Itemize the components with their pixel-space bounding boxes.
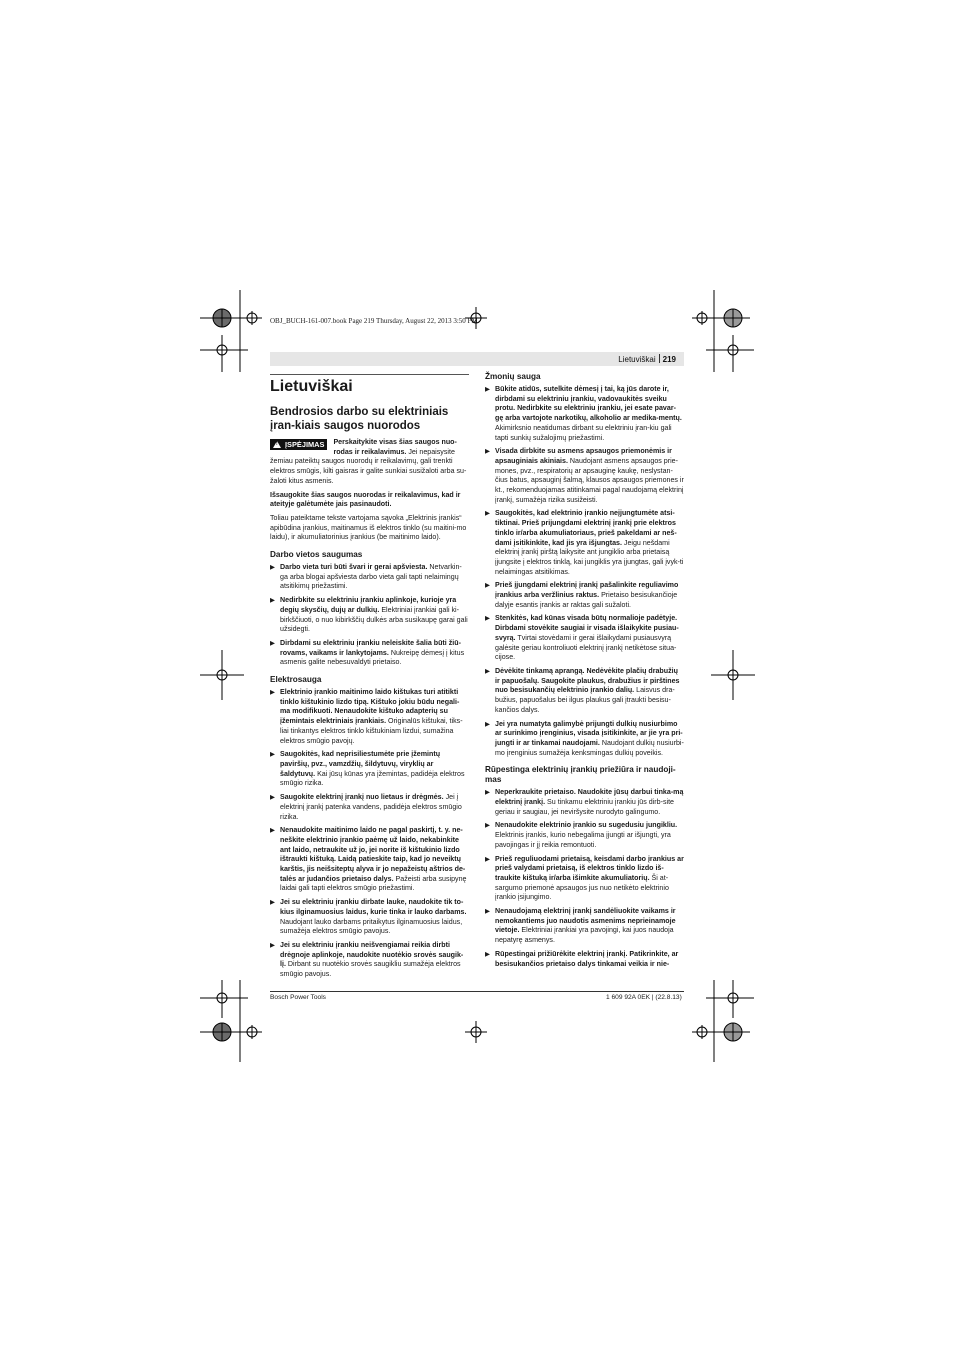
footer-brand: Bosch Power Tools: [270, 994, 326, 1001]
bullet-arrow-icon: ▶: [270, 639, 275, 647]
item-bold-text: Dirbdami su elektriniu įrankiu neleiskite šalia būti žiū-rovams, vaikams ir lankytojams.: [280, 638, 461, 657]
item-bold-text: Jei su elektriniu įrankiu neišvengiamai reikia dirbti drėgnoje aplinkoje, naudokite nuotėkio srovės saugik-lį.: [280, 940, 464, 969]
item-bold-text: Būkite atidūs, sutelkite dėmesį į tai, ką jūs darote ir, dirbdami su elektriniu įrankiu, vadovaukitės sveiku protu. Nedirbkite su elektriniu įrankiu, jei esate pavar-gę arba vartojote narkotikų, alkoholio ar medika-mentų.: [495, 385, 682, 423]
people-list: [485, 385, 684, 758]
list-item: [485, 614, 684, 663]
list-item: [485, 788, 684, 817]
item-body-text: Originalūs kištukai, tiks-liai tinkantys elektros tinklo kištukiniam lizdui, sumažina elektros smūgio pavojų.: [280, 717, 463, 745]
footer-doc-number: 1 609 92A 0EK | (22.8.13): [606, 994, 682, 1001]
work-area-list: [270, 563, 469, 668]
list-item: [485, 447, 684, 505]
care-list: [485, 788, 684, 969]
bullet-arrow-icon: ▶: [270, 597, 275, 605]
warning-badge: [270, 439, 327, 450]
item-bold-text: Saugokitės, kad neprisiliestumėte prie įžemintų paviršių, pvz., vamzdžių, šildytuvų, viryklių ar šaldytuvų.: [280, 750, 441, 778]
title-rule: [270, 374, 469, 375]
bullet-arrow-icon: ▶: [485, 822, 490, 830]
right-column: [485, 372, 684, 973]
item-body-text: Naudojant dulkių nusiurbi-mo įrenginius sumažėja kenksmingas dulkių poveikis.: [495, 738, 684, 757]
item-body-text: Jei į elektrinį įrankį patenka vandens, padidėja elektros smūgio rizika.: [280, 793, 462, 821]
bullet-arrow-icon: ▶: [485, 582, 490, 590]
list-item: [270, 688, 469, 746]
item-bold-text: Nenaudokite maitinimo laido ne pagal paskirtį, t. y. ne-neškite elektrinio įrankio paėmę už laido, nekabinkite ant laido, netraukite už jo, jei norite iš kištukinio lizdo ištraukti kištuką. Laidą patieskite taip, kad jo neveiktų karštis, jis neišsiteptų alyva ir jo nepažeistų aštrios de-talės ar judančios prietaiso dalys.: [280, 826, 466, 883]
list-item: [270, 639, 469, 668]
bullet-arrow-icon: ▶: [485, 386, 490, 393]
bullet-arrow-icon: ▶: [485, 855, 490, 863]
item-bold-text: Darbo vieta turi būti švari ir gerai apšviesta.: [280, 563, 428, 572]
bullet-arrow-icon: ▶: [270, 899, 275, 907]
list-item: [270, 898, 469, 937]
item-body-text: Naudojant lauko darbams pritaikytus ilginamuosius laidus, sumažėja elektros smūgio pavojus.: [280, 917, 463, 936]
list-item: [485, 950, 684, 969]
list-item: [485, 509, 684, 577]
item-bold-text: Nedirbkite su elektriniu įrankiu aplinkoje, kurioje yra degių skysčių, dujų ar dulkių.: [280, 596, 457, 614]
list-item: [270, 596, 469, 635]
item-bold-text: Dėvėkite tinkamą aprangą. Nedėvėkite plačių drabužių ir papuošalų. Saugokite plaukus, drabužius ir pirštines nuo besisukančių elektrinio įrankio dalių.: [495, 666, 680, 695]
left-column: [270, 374, 469, 984]
item-bold-text: Jei su elektriniu įrankiu dirbate lauke, naudokite tik to-kius ilginamuosius laidus, kurie tinka ir lauko darbams.: [280, 898, 467, 916]
list-item: [270, 941, 469, 980]
item-bold-text: Nenaudokite elektrinio įrankio su sugedusiu jungikliu.: [495, 821, 678, 830]
bullet-arrow-icon: ▶: [485, 950, 490, 958]
item-bold-text: Saugokite elektrinį įrankį nuo lietaus ir drėgmės.: [280, 793, 444, 802]
bullet-arrow-icon: ▶: [270, 751, 275, 759]
item-bold-text: Jei yra numatyta galimybė prijungti dulkių nusiurbimo ar surinkimo įrenginius, visada įsitikinkite, ar jie yra pri-jungti ir ar tinkamai naudojami.: [495, 719, 683, 747]
item-bold-text: Nenaudojamą elektrinį įrankį sandėliuokite vaikams ir nemokantiems juo naudotis asmenims neprieinamoje vietoje.: [495, 907, 676, 935]
warning-badge-label: ĮSPĖJIMAS: [285, 440, 325, 449]
item-body-text: Ši at-sargumo priemonė apsaugos jus nuo netikėto elektrinio įrankio įsijungimo.: [495, 873, 669, 902]
item-body-text: Kai jūsų kūnas yra įžemintas, padidėja elektros smūgio rizika.: [280, 769, 465, 788]
item-body-text: Netvarkin-ga arba blogai apšviesta darbo vieta gali tapti nelaimingų atsitikimų priežastimi.: [280, 563, 462, 591]
list-item: [485, 821, 684, 850]
item-body-text: Su tinkamu elektriniu įrankiu jūs dirb-site geriau ir saugiau, jei neviršysite nurodyto galingumo.: [495, 798, 675, 816]
bullet-arrow-icon: ▶: [270, 689, 275, 697]
footer-rule: [270, 991, 684, 992]
item-body-text: Jeigu nešdami elektrinį įrankį pirštą laikysite ant jungiklio arba prietaisą įjungsite į elektros tinklą, kai jungiklis yra įjungtas, gali įvyk-ti nelaimingas atsitikimas.: [495, 538, 684, 576]
section-title: Bendrosios darbo su elektriniais įran-kiais saugos nuorodos: [270, 406, 449, 432]
electrical-heading: Elektrosauga: [270, 675, 322, 685]
bullet-arrow-icon: ▶: [485, 908, 490, 916]
item-bold-text: Prieš įjungdami elektrinį įrankį pašalinkite reguliavimo įrankius arba veržlinius raktus.: [495, 581, 679, 600]
bullet-arrow-icon: ▶: [485, 615, 490, 623]
list-item: [485, 667, 684, 716]
bullet-arrow-icon: ▶: [270, 827, 275, 835]
print-slug: OBJ_BUCH-161-007.book Page 219 Thursday, August 22, 2013 3:50 PM: [270, 317, 478, 325]
item-body-text: Prietaiso besisukančioje dalyje esantis įrankis ar raktas gali sužaloti.: [495, 591, 678, 609]
list-item: [270, 826, 469, 894]
item-body-text: Elektriniai įrankiai yra pavojingi, kai juos naudoja nepatyrę asmenys.: [495, 926, 674, 945]
header-language: Lietuviškai: [618, 355, 656, 364]
bullet-arrow-icon: ▶: [485, 448, 490, 456]
term-note: Toliau pateiktame tekste vartojama sąvoka „Elektrinis įrankis“ apibūdina įrankius, maitinamus iš elektros tinklo (su maitini-mo laidu), ir akumuliatorinius įrankius (be maitinimo laido).: [270, 513, 467, 542]
list-item: [270, 750, 469, 789]
item-bold-text: Elektrinio įrankio maitinimo laido kištukas turi atitikti tinklo kištukinio lizdo tipą. Kištuko jokiu būdu negali-ma modifikuoti. Nenaudokite kištuko adapterių su įžemintais elektriniais įrankiais.: [280, 688, 460, 726]
care-heading: Rūpestinga elektrinių įrankių priežiūra ir naudoji-mas: [485, 765, 676, 785]
bullet-arrow-icon: ▶: [485, 720, 490, 728]
bullet-arrow-icon: ▶: [270, 564, 275, 572]
item-bold-text: Rūpestingai prižiūrėkite elektrinį įrankį. Patikrinkite, ar besisukančios prietaiso dalys tinkamai veikia ir nie-: [495, 949, 679, 968]
item-body-text: Elektrinis įrankis, kurio nebegalima įjungti ar išjungti, yra pavojingas ir jį reikia remontuoti.: [495, 831, 671, 849]
bullet-arrow-icon: ▶: [270, 794, 275, 802]
list-item: [270, 563, 469, 592]
keep-note: [270, 491, 469, 510]
page-number: 219: [662, 355, 676, 364]
item-body-text: Nukreipę dėmesį į kitus asmenis galite nebesuvaldyti prietaiso.: [280, 648, 465, 667]
warning-bold: Perskaitykite visas šias saugos nuo-rodas ir reikalavimus.: [333, 438, 457, 456]
list-item: [485, 385, 684, 443]
item-bold-text: Neperkraukite prietaiso. Naudokite jūsų darbui tinka-mą elektrinį įrankį.: [495, 788, 684, 807]
item-bold-text: Visada dirbkite su asmens apsaugos priemonėmis ir apsauginiais akiniais.: [495, 447, 672, 465]
bullet-arrow-icon: ▶: [485, 789, 490, 797]
bullet-arrow-icon: ▶: [270, 941, 275, 949]
warning-block: [270, 438, 469, 487]
item-body-text: Pažeisti arba susipynę laidai gali tapti elektros smūgio priežastimi.: [280, 874, 467, 893]
item-bold-text: Stenkitės, kad kūnas visada būtų normalioje padėtyje. Dirbdami stovėkite saugiai ir visada išlaikykite pusiau-svyrą.: [495, 614, 679, 642]
list-item: [485, 855, 684, 904]
electrical-list: [270, 688, 469, 980]
warning-body: Jei nepaisysite žemiau pateiktų saugos nuorodų ir reikalavimų, gali trenkti elektros smūgis, kilti gaisras ir galite sunkiai susižaloti arba su-žaloti kitus asmenis.: [270, 447, 467, 485]
list-item: [270, 793, 469, 822]
language-title: Lietuviškai: [270, 378, 353, 395]
item-bold-text: Prieš reguliuodami prietaisą, keisdami darbo įrankius ar prieš valydami prietaisą, iš elektros tinklo lizdo iš-traukite kištuką ir/arba išimkite akumuliatorių.: [495, 854, 684, 882]
running-header: [270, 352, 684, 366]
list-item: [485, 581, 684, 610]
bullet-arrow-icon: ▶: [485, 510, 490, 518]
item-body-text: Laisvus dra-bužius, papuošalus bei ilgus plaukus gali įtraukti besisu-kančios dalys.: [495, 686, 675, 714]
bullet-arrow-icon: ▶: [485, 667, 490, 675]
item-body-text: Akimirksnio neatidumas dirbant su elektriniu įran-kiu gali tapti sunkių sužalojimų priežastimi.: [495, 423, 672, 442]
item-bold-text: Saugokitės, kad elektrinio įrankio neįjungtumėte atsi-tiktinai. Prieš prijungdami elektrinį įrankį prie elektros tinklo ir/arba akumuliatoriaus, prieš pakeldami ar neš-dami įsitikinkite, kad jis yra išjungtas.: [495, 509, 677, 547]
item-body-text: Tvirtai stovėdami ir gerai išlaikydami pusiausvyrą galėsite geriau kontroliuoti elektrinį įrankį netikėtose situa-cijose.: [495, 633, 677, 662]
warning-triangle-icon: [273, 441, 281, 448]
item-body-text: Dirbant su nuotėkio srovės saugikliu sumažėja elektros smūgio pavojus.: [280, 960, 461, 979]
list-item: [485, 907, 684, 946]
item-body-text: Naudojant asmens apsaugos prie-mones, pvz., respiratorių ar apsauginę kaukę, neslystan-čius batus, apsauginį šalmą, klausos apsaugos priemones ir kt., rekomenduojamas atitinkamai pagal naudojamą elektrinį įrankį, sumažėja rizika susižeisti.: [495, 456, 684, 504]
people-heading: Žmonių sauga: [485, 372, 541, 381]
work-area-heading: Darbo vietos saugumas: [270, 550, 363, 560]
header-text: [618, 354, 676, 364]
list-item: [485, 720, 684, 759]
header-divider: [659, 354, 660, 363]
item-body-text: Elektriniai įrankiai gali ki-birkščiuoti, o nuo kibirkščių dulkės arba susikaupę garai gali užsidegti.: [280, 605, 468, 634]
keep-note-text: Išsaugokite šias saugos nuorodas ir reikalavimus, kad ir ateityje galėtumėte jais pasinaudoti.: [270, 490, 461, 509]
